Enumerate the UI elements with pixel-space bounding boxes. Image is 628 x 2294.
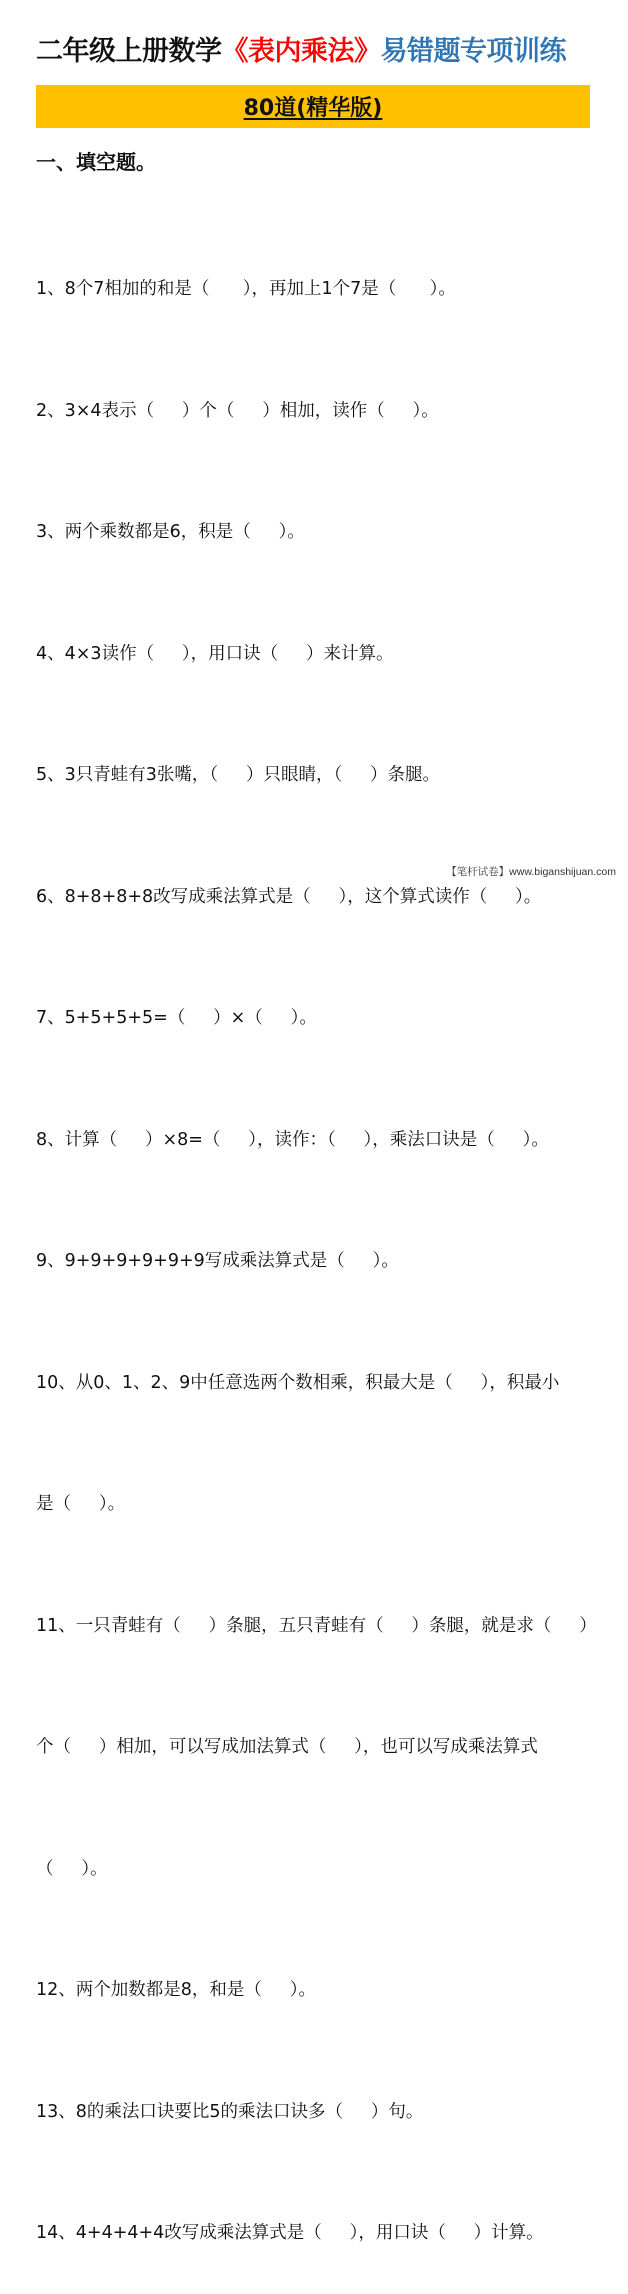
question-11-continued-2: （ ）。 [36, 1858, 108, 1879]
question-5: 5、3只青蛙有3张嘴，（ ）只眼睛，（ ）条腿。 [36, 765, 441, 785]
question-12: 12、两个加数都是8，和是（ ）。 [36, 1980, 316, 2000]
watermark-footer: 【笔杆试卷】www.biganshijuan.com [446, 866, 616, 878]
question-6: 6、8+8+8+8改写成乘法算式是（ ），这个算式读作（ ）。 [36, 886, 542, 907]
question-11: 11、一只青蛙有（ ）条腿，五只青蛙有（ ）条腿，就是求（ ） [36, 1615, 597, 1636]
subtitle-banner [36, 85, 590, 128]
question-7: 7、5+5+5+5=（ ）×（ ）。 [36, 1008, 317, 1028]
section-heading: 一、填空题。 [36, 150, 156, 174]
question-10: 10、从0、1、2、9中任意选两个数相乘，积最大是（ ），积最小 [36, 1372, 560, 1393]
banner-text: 80道(精华版) [243, 96, 383, 121]
question-2: 2、3×4表示（ ）个（ ）相加，读作（ ）。 [36, 400, 439, 421]
question-8: 8、计算（ ）×8=（ ），读作：（ ），乘法口诀是（ ）。 [36, 1129, 549, 1150]
question-list [36, 188, 596, 2294]
title-practice-type: 易错题专项训练 [380, 36, 566, 67]
document-title [36, 34, 592, 70]
question-3: 3、两个乘数都是6，积是（ ）。 [36, 522, 305, 542]
title-grade-subject: 二年级上册数学 [36, 36, 222, 67]
title-topic: 《表内乘法》 [221, 36, 381, 67]
question-4: 4、4×3读作（ ），用口诀（ ）来计算。 [36, 643, 394, 664]
question-11-continued: 个（ ）相加，可以写成加法算式（ ），也可以写成乘法算式 [36, 1737, 538, 1757]
question-10-continued: 是（ ）。 [36, 1494, 126, 1514]
question-1: 1、8个7相加的和是（ ），再加上1个7是（ ）。 [36, 279, 456, 299]
question-9: 9、9+9+9+9+9+9写成乘法算式是（ ）。 [36, 1251, 399, 1271]
question-14: 14、4+4+4+4改写成乘法算式是（ ），用口诀（ ）计算。 [36, 2223, 544, 2243]
question-13: 13、8的乘法口诀要比5的乘法口诀多（ ）句。 [36, 2101, 424, 2122]
